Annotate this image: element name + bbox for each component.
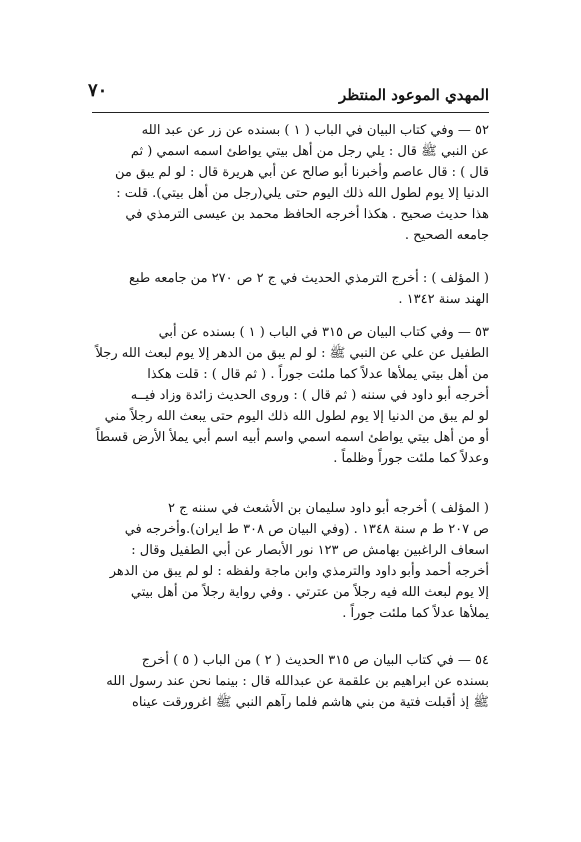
text-line: لو لم يبق من الدنيا إلا يوم لطول الله ذلك اليوم حتى يبعث الله رجلاً مني xyxy=(104,409,489,424)
text-line: ٥٤ — في كتاب البيان ص ٣١٥ الحديث ( ٢ ) من الباب ( ٥ ) أخرج xyxy=(141,653,489,668)
text-line: أو من أهل بيتي يواطئ اسمه اسمي واسم أبيه اسم أبي يملأ الأرض قسطاً xyxy=(95,430,489,445)
hadith-52-paragraph xyxy=(92,120,489,246)
text-line: أخرجه أحمد وأبو داود والترمذي وابن ماجة ولفظه : لو لم يبق من الدهر xyxy=(109,564,489,579)
text-line: من أهل بيتي يملأها عدلاً كما ملئت جوراً . ( ثم قال ) : قلت هكذا xyxy=(147,367,489,382)
text-line: ( المؤلف ) أخرجه أبو داود سليمان بن الأشعث في سننه ج ٢ xyxy=(168,501,489,516)
hadith-54-paragraph xyxy=(92,650,489,713)
text-line: ٥٣ — وفي كتاب البيان ص ٣١٥ في الباب ( ١ ) بسنده عن أبي xyxy=(158,325,489,340)
page-header xyxy=(88,80,489,108)
text-line: ( المؤلف ) : أخرج الترمذي الحديث في ج ٢ ص ٢٧٠ من جامعه طبع xyxy=(129,271,489,286)
text-line: قال ) : قال عاصم وأخبرنا أبو صالح عن أبي هريرة قال : لو لم يبق من xyxy=(115,165,489,180)
text-line: ٥٢ — وفي كتاب البيان في الباب ( ١ ) بسنده عن زر عن عبد الله xyxy=(141,123,489,138)
text-line: أخرجه أبو داود في سننه ( ثم قال ) : وروى الحديث زائدة وزاد فيــه xyxy=(130,388,489,403)
author-note-1 xyxy=(92,268,489,310)
text-line: ص ٢٠٧ ط م سنة ١٣٤٨ . (وفي البيان ص ٣٠٨ ط ايران).وأخرجه في xyxy=(124,522,489,537)
text-line: ﷺ إذ أقبلت فتية من بني هاشم فلما رآهم النبي ﷺ اغرورقت عيناه xyxy=(132,695,489,710)
text-line: الدنيا إلا يوم لطول الله ذلك اليوم حتى يلي(رجل من أهل بيتي). قلت : xyxy=(116,186,489,201)
text-line: الطفيل عن علي عن النبي ﷺ : لو لم يبق من الدهر إلا يوم لبعث الله رجلاً xyxy=(95,346,489,361)
header-rule xyxy=(92,112,489,113)
text-line: اسعاف الراغبين بهامش ص ١٢٣ نور الأبصار عن أبي الطفيل وقال : xyxy=(131,543,489,558)
text-line: عن النبي ﷺ قال : يلي رجل من أهل بيتي يواطئ اسمه اسمي ( ثم xyxy=(130,144,489,159)
text-line: الهند سنة ١٣٤٢ . xyxy=(398,292,489,307)
running-title: المهدي الموعود المنتظر xyxy=(339,86,489,104)
author-note-2 xyxy=(92,498,489,624)
text-line: وعدلاً كما ملئت جوراً وظلماً . xyxy=(333,451,489,466)
text-line: إلا يوم لبعث الله فيه رجلاً من عترتي . وفي رواية رجلاً من أهل بيتي xyxy=(130,585,489,600)
text-line: بسنده عن ابراهيم بن علقمة عن عبدالله قال : بينما نحن عند رسول الله xyxy=(106,674,489,689)
text-line: هذا حديث صحيح . هكذا أخرجه الحافظ محمد بن عيسى الترمذي في xyxy=(125,207,489,222)
text-line: يملأها عدلاً كما ملئت جوراً . xyxy=(342,606,489,621)
text-line: جامعه الصحيح . xyxy=(404,228,489,243)
hadith-53-paragraph xyxy=(92,322,489,469)
page-number: ٧٠ xyxy=(88,80,108,101)
